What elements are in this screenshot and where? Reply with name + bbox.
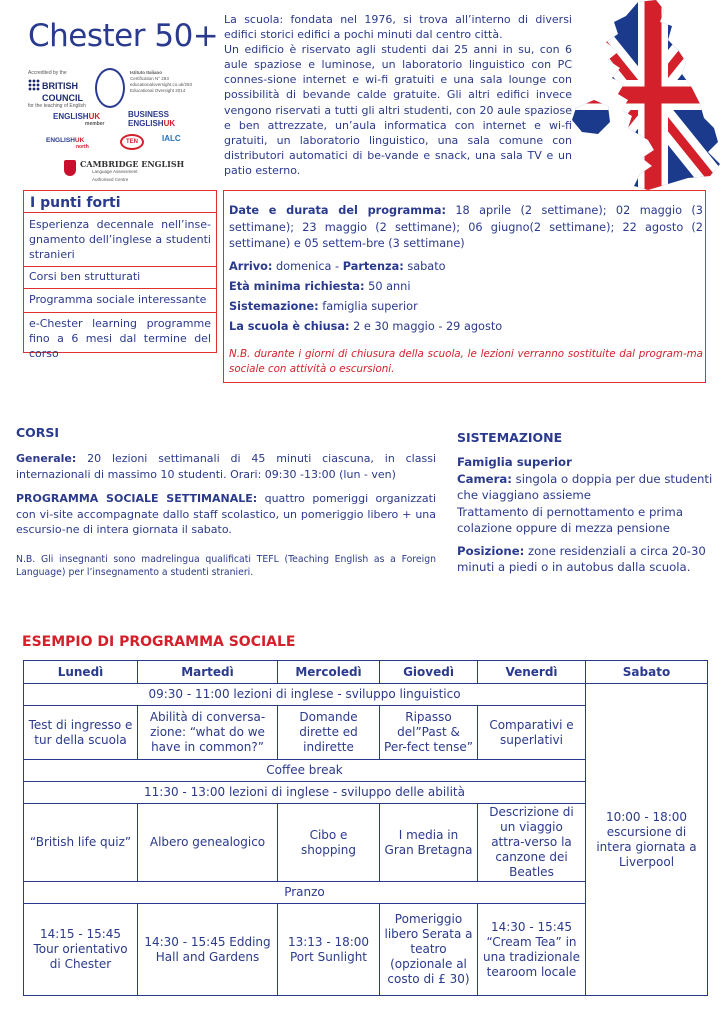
divider bbox=[24, 266, 216, 267]
table-header-row bbox=[24, 661, 708, 684]
divider bbox=[24, 212, 216, 213]
intro-text: La scuola: fondata nel 1976, si trova all’interno di diversi edifici storici edifici a pochi minuti dal centro città. Un edificio è riservato agli studenti dai 25 anni in su, con 6 aule spaziose e luminose, un laboratorio linguistico con PC connes-sione internet e wi-fi gratuiti e una sala lounge con possibilità di bevande calde gratuite. Gli altri edifici invece vengono riservati a tutti gli altri studenti, con 20 aule spaziose e ben attrezzate, un’aula informatica con internet e wi-fi gratuiti, un laboratorio linguistico, una sala comune con distributori automatici di be-vande e snack, una sala TV e un patio esterno. bbox=[224, 13, 572, 177]
coffee-break: Coffee break bbox=[24, 760, 586, 782]
table-cell: 14:30 - 15:45 “Cream Tea” in una tradizionale tearoom locale bbox=[478, 904, 586, 996]
accreditation-seal-icon bbox=[95, 68, 125, 108]
day-header: Martedì bbox=[138, 661, 278, 684]
sistemazione-body: Famiglia superior Camera: singola o doppia per due studenti che viaggiano assieme Trattamento di pernottamento e prima colazione oppure di mezza pensione Posizione: zone residenziali a circa 20-30 minuti a piedi o in autobus dalla scuola. bbox=[457, 455, 713, 574]
eta-minima: Età minima richiesta: 50 anni bbox=[229, 280, 411, 293]
schedule-table bbox=[23, 660, 708, 996]
sabato-cell: 10:00 - 18:00 escursione di intera giornata a Liverpool bbox=[586, 684, 708, 996]
uk-flag-map-icon bbox=[568, 0, 725, 195]
table-cell: 14:15 - 15:45 Tour orientativo di Chester bbox=[24, 904, 138, 996]
day-header: Mercoledì bbox=[278, 661, 380, 684]
table-row bbox=[24, 684, 708, 706]
page-title: Chester 50+ bbox=[28, 18, 219, 54]
date-durata: Date e durata del programma: 18 aprile (2 settimane); 02 maggio (3 settimane); 23 maggio (2 settimane); 06 giugno(2 settimane); 22 agosto (2 settimane) e 05 settem-bre (3 settimane) bbox=[229, 204, 703, 250]
punti-forti-item: Programma sociale interessante bbox=[29, 293, 207, 306]
english-uk-logo: ENGLISHUK member bbox=[53, 112, 105, 127]
corsi-nb: N.B. Gli insegnanti sono madrelingua qualificati TEFL (Teaching English as a Foreign Language) per l’insegnamento a studenti stranieri. bbox=[16, 554, 436, 578]
cambridge-sub: Language Assessment Authorised Centre bbox=[92, 169, 138, 182]
business-english-uk-logo: BUSINESS ENGLISHUK bbox=[128, 110, 176, 128]
nb-chiusura: N.B. durante i giorni di chiusura della scuola, le lezioni verranno sostituite dal program-ma sociale con attività o escursioni. bbox=[229, 348, 703, 375]
table-cell: Pomeriggio libero Serata a teatro (opzionale al costo di £ 30) bbox=[380, 904, 478, 996]
table-cell: Descrizione di un viaggio attra-verso la canzone dei Beatles bbox=[478, 804, 586, 882]
table-cell: Domande dirette ed indirette bbox=[278, 706, 380, 760]
day-header: Venerdì bbox=[478, 661, 586, 684]
programma-sociale-title: ESEMPIO DI PROGRAMMA SOCIALE bbox=[22, 634, 296, 650]
day-header: Sabato bbox=[586, 661, 708, 684]
divider bbox=[24, 312, 216, 313]
table-cell: 13:13 - 18:00 Port Sunlight bbox=[278, 904, 380, 996]
english-uk-north-logo: ENGLISHUK north bbox=[46, 137, 89, 150]
british-council-logo: Accredited by the BRITISH COUNCIL for the teaching of English bbox=[28, 70, 86, 109]
day-header: Giovedì bbox=[380, 661, 478, 684]
corsi-generale: Generale: 20 lezioni settimanali di 45 minuti ciascuna, in classi internazionali di massimo 10 studenti. Orari: 09:30 -13:00 (lun - ven) bbox=[16, 452, 436, 481]
table-cell: Albero genealogico bbox=[138, 804, 278, 882]
divider bbox=[24, 288, 216, 289]
arrivo-partenza: Arrivo: domenica - Partenza: sabato bbox=[229, 260, 446, 273]
corsi-title: CORSI bbox=[16, 425, 60, 440]
sistemazione-title: SISTEMAZIONE bbox=[457, 430, 563, 445]
punti-forti-item: Corsi ben strutturati bbox=[29, 270, 141, 283]
ialc-logo: IALC bbox=[162, 134, 181, 143]
table-cell: Comparativi e superlativi bbox=[478, 706, 586, 760]
table-cell: Ripasso del”Past & Per-fect tense” bbox=[380, 706, 478, 760]
corsi-programma-sociale: PROGRAMMA SOCIALE SETTIMANALE: quattro pomeriggi organizzati con vi-site accompagnate dallo staff scolastico, un pomeriggio libero + una escursio-ne di intera giornata il sabato. bbox=[16, 492, 437, 536]
table-cell: Abilità di conversa-zione: “what do we have in common?” bbox=[138, 706, 278, 760]
day-header: Lunedì bbox=[24, 661, 138, 684]
punti-forti-box bbox=[23, 190, 217, 360]
punti-forti-item: Esperienza decennale nell’inse-gnamento dell’inglese a studenti stranieri bbox=[29, 218, 211, 261]
scuola-chiusa: La scuola è chiusa: 2 e 30 maggio - 29 agosto bbox=[229, 320, 503, 333]
programma-info-box bbox=[223, 190, 706, 383]
accreditation-text: Istituto Italiano Certification N° 283 educationaloversight.co.uk/293 Educational Oversight 2014 bbox=[130, 70, 193, 93]
punti-forti-item: e-Chester learning programme fino a 6 mesi dal termine del corso bbox=[29, 317, 211, 360]
punti-forti-title: I punti forti bbox=[30, 195, 121, 211]
table-cell: 14:30 - 15:45 Edding Hall and Gardens bbox=[138, 904, 278, 996]
cambridge-english-logo: CAMBRIDGE ENGLISH bbox=[80, 159, 185, 169]
pranzo: Pranzo bbox=[24, 882, 586, 904]
lesson-block: 11:30 - 13:00 lezioni di inglese - sviluppo delle abilità bbox=[24, 782, 586, 804]
lesson-block: 09:30 - 11:00 lezioni di inglese - sviluppo linguistico bbox=[24, 684, 586, 706]
cambridge-shield-icon bbox=[64, 160, 76, 176]
sistemazione-info: Sistemazione: famiglia superior bbox=[229, 300, 418, 313]
table-cell: Cibo e shopping bbox=[278, 804, 380, 882]
table-cell: I media in Gran Bretagna bbox=[380, 804, 478, 882]
british-council-dots-icon bbox=[28, 79, 40, 91]
ten-logo: TEN bbox=[120, 134, 144, 150]
table-cell: Test di ingresso e tur della scuola bbox=[24, 706, 138, 760]
table-cell: “British life quiz” bbox=[24, 804, 138, 882]
